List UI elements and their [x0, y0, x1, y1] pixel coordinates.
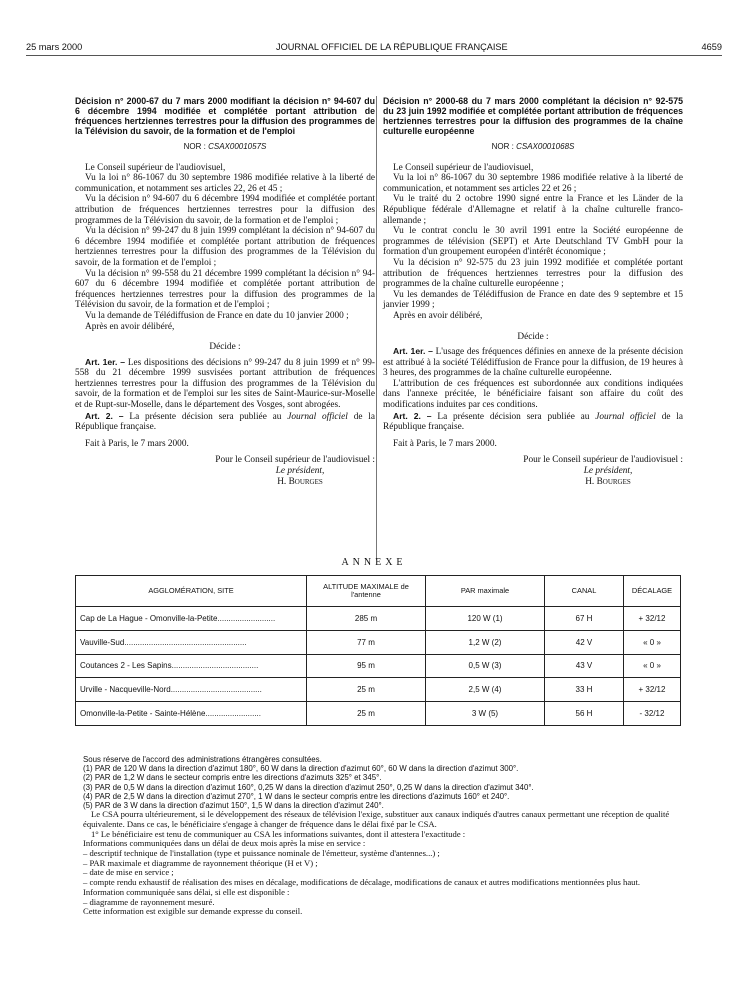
item-1: 1° Le bénéficiaire est tenu de communiquer au CSA les informations suivantes, dont il attestera l'exactitude :	[91, 828, 466, 839]
table-header-row	[76, 576, 681, 607]
left-decision	[75, 96, 375, 487]
right-nor: NOR : CSAX0001068S	[491, 142, 575, 151]
cell-decalage: + 32/12	[624, 678, 681, 702]
cell-altitude: 77 m	[307, 630, 426, 654]
left-signature-name: H. Bourges	[277, 476, 323, 487]
left-para: Vu la décision n° 94-607 du 6 décembre 1994 modifiée et complétée portant attribution de fréquences hertziennes terrestres pour la diffusion des programmes de la Télévision du savoir, de la formation et de l'emploi ;	[75, 194, 375, 226]
info-list-item: – date de mise en service ;	[83, 867, 174, 878]
right-article-1-cont: L'attribution de ces fréquences est subordonnée aux conditions indiquées dans l'annexe précitée, le bénéficiaire faisant son affaire du coût des modifications induites par ces conditions.	[383, 378, 683, 411]
header-date: 25 mars 2000	[26, 42, 83, 52]
cell-decalage: + 32/12	[624, 607, 681, 631]
col-header-altitude: ALTITUDE MAXIMALE de l'antenne	[307, 576, 426, 607]
left-para: Après en avoir délibéré,	[85, 321, 175, 332]
csa-paragraph: Le CSA pourra ultérieurement, si le développement des réseaux de télévision l'exige, substituer aux canaux indiqués d'autres canaux permettant une réception de qualité équivalente. Dans ce cas, le bénéficiaire s'engage à changer de fréquence dans le délai fixé par le CSA.	[83, 809, 670, 829]
cell-canal: 43 V	[545, 654, 624, 678]
right-para: Vu le traité du 2 octobre 1990 signé entre la France et les Länder de la République fédérale d'Allemagne et relatif à la chaîne culturelle franco-allemande ;	[383, 194, 683, 226]
right-para: Le Conseil supérieur de l'audiovisuel,	[393, 162, 534, 173]
page-header	[26, 42, 722, 56]
right-para: Vu la loi n° 86-1067 du 30 septembre 1986 modifiée relative à la liberté de communication, et notamment ses articles 22 et 26 ;	[383, 173, 683, 194]
right-article-2: Art. 2. – La présente décision sera publiée au Journal officiel de la République française.	[383, 410, 684, 433]
frequency-table	[75, 575, 681, 726]
left-decide: Décide :	[209, 342, 241, 353]
right-para: Vu le contrat conclu le 30 avril 1991 entre la Société européenne de programmes de télévision (SEPT) et Arte Deutschland TV GmbH pour la formation d'un groupement européen d'intérêt économique ;	[383, 226, 683, 258]
footnote: (1) PAR de 120 W dans la direction d'azimut 180°, 60 W dans la direction d'azimut 60°, 60 W dans la direction d'azimut 300°.	[83, 764, 519, 774]
cell-par: 0,5 W (3)	[426, 654, 545, 678]
cell-canal: 67 H	[545, 607, 624, 631]
right-decision	[383, 96, 683, 487]
footnote: (4) PAR de 2,5 W dans la direction d'azimut 270°, 1 W dans le secteur compris entre les directions d'azimuts 160° et 240°.	[83, 791, 510, 801]
cell-par: 1,2 W (2)	[426, 630, 545, 654]
right-article-1: Art. 1er. – L'usage des fréquences définies en annexe de la présente décision est attribué à la société Télédiffusion de France pour la diffusion, de 19 heures à 3 heures, des programmes de la chaîne culturelle européenne.	[383, 346, 684, 379]
right-para: Vu les demandes de Télédiffusion de France en date des 9 septembre et 15 janvier 1999 ;	[383, 289, 683, 311]
table-row	[76, 654, 681, 678]
reserve-note: Sous réserve de l'accord des administrations étrangères consultées.	[83, 755, 322, 764]
left-para: Vu la demande de Télédiffusion de France en date du 10 janvier 2000 ;	[85, 310, 349, 321]
annexe-notes	[83, 755, 681, 917]
info-list-item: – PAR maximale et diagramme de rayonnement théorique (H et V) ;	[83, 857, 318, 868]
cell-altitude: 25 m	[307, 678, 426, 702]
annexe-title: ANNEXE	[341, 557, 407, 568]
left-para: Le Conseil supérieur de l'audiovisuel,	[85, 162, 226, 173]
cell-altitude: 95 m	[307, 654, 426, 678]
column-divider	[376, 96, 377, 560]
info2-list-item: – diagramme de rayonnement mesuré.	[83, 896, 215, 907]
right-para: Après en avoir délibéré,	[393, 310, 483, 321]
left-decision-title: Décision n° 2000-67 du 7 mars 2000 modifiant la décision n° 94-607 du 6 décembre 1994 modifiée et complétée portant attribution de fréquences hertziennes terrestres pour la diffusion des programmes de la Télévision du savoir, de la formation et de l'emploi	[75, 96, 375, 136]
cell-site: Vauville-Sud.......................................................	[76, 630, 307, 654]
cell-canal: 42 V	[545, 630, 624, 654]
right-para: Vu la décision n° 92-575 du 23 juin 1992 modifiée et complétée portant attribution de fréquences hertziennes terrestres pour la diffusion des programmes de la chaîne culturelle européenne ;	[383, 257, 683, 290]
table-row	[76, 630, 681, 654]
table-row	[76, 678, 681, 702]
header-journal: JOURNAL OFFICIEL DE LA RÉPUBLIQUE FRANÇAISE	[276, 42, 508, 52]
cell-par: 120 W (1)	[426, 607, 545, 631]
left-article-1: Art. 1er. – Les dispositions des décisions n° 99-247 du 8 juin 1999 et n° 99-558 du 21 décembre 1999 susvisées portant attribution de fréquences hertziennes terrestres pour la diffusion des programmes de la Télévision du savoir, de la formation et de l'emploi sur les sites de Saint-Maurice-sur-Moselle et de Rupt-sur-Moselle, dans le département des Vosges, sont abrogées.	[75, 356, 376, 411]
info-list-item: – descriptif technique de l'installation (type et puissance nominale de l'émetteur, système d'antennes...) ;	[83, 848, 440, 859]
right-fait: Fait à Paris, le 7 mars 2000.	[393, 438, 497, 449]
cell-site: Coutances 2 - Les Sapins.......................................	[76, 654, 307, 678]
col-header-par: PAR maximale	[426, 576, 545, 607]
footnote: (2) PAR de 1,2 W dans le secteur compris entre les directions d'azimuts 325° et 345°.	[83, 773, 382, 783]
info-list-item: – compte rendu exhaustif de réalisation des mises en décalage, modifications de décalage, modifications de canaux et autres modifications mentionnées plus haut.	[83, 877, 640, 888]
right-decide: Décide :	[517, 331, 549, 342]
cell-decalage: - 32/12	[624, 702, 681, 726]
left-para: Vu la loi n° 86-1067 du 30 septembre 1986 modifiée relative à la liberté de communication, et notamment ses articles 22, 26 et 45 ;	[75, 173, 375, 194]
right-signature-name: H. Bourges	[585, 476, 631, 487]
cell-site: Omonville-la-Petite - Sainte-Hélène.........................	[76, 702, 307, 726]
left-signature-line: Pour le Conseil supérieur de l'audiovisuel :	[215, 455, 375, 466]
right-signature-role: Le président,	[583, 466, 633, 477]
right-decision-title: Décision n° 2000-68 du 7 mars 2000 complétant la décision n° 92-575 du 23 juin 1992 modifiée et complétée portant attribution de fréquences hertziennes terrestres pour la diffusion des programmes de la chaîne culturelle européenne	[383, 96, 683, 136]
left-para: Vu la décision n° 99-247 du 8 juin 1999 complétant la décision n° 94-607 du 6 décembre 1994 modifiée et complétée portant attribution de fréquences hertziennes terrestres pour la diffusion des programmes de la Télévision du savoir, de la formation et de l'emploi ;	[75, 226, 375, 268]
cell-canal: 33 H	[545, 678, 624, 702]
table-row	[76, 607, 681, 631]
cell-decalage: « 0 »	[624, 654, 681, 678]
final-note: Cette information est exigible sur demande expresse du conseil.	[83, 906, 303, 917]
cell-decalage: « 0 »	[624, 630, 681, 654]
cell-site: Cap de La Hague - Omonville-la-Petite..........................	[76, 607, 307, 631]
cell-canal: 56 H	[545, 702, 624, 726]
cell-site: Urville - Nacqueville-Nord.........................................	[76, 678, 307, 702]
cell-par: 2,5 W (4)	[426, 678, 545, 702]
table-row	[76, 702, 681, 726]
right-signature-line: Pour le Conseil supérieur de l'audiovisuel :	[523, 455, 683, 466]
col-header-canal: CANAL	[545, 576, 624, 607]
left-fait: Fait à Paris, le 7 mars 2000.	[85, 438, 189, 449]
left-article-2: Art. 2. – La présente décision sera publiée au Journal officiel de la République française.	[75, 410, 376, 433]
cell-altitude: 285 m	[307, 607, 426, 631]
footnote: (3) PAR de 0,5 W dans la direction d'azimut 160°, 0,25 W dans la direction d'azimut 250°, 0,25 W dans la direction d'azimut 340°.	[83, 782, 534, 792]
header-page-number: 4659	[701, 42, 722, 52]
left-nor: NOR : CSAX0001057S	[183, 142, 267, 151]
col-header-site: AGGLOMÉRATION, SITE	[76, 576, 307, 607]
left-para: Vu la décision n° 99-558 du 21 décembre 1999 complétant la décision n° 94-607 du 6 décembre 1994 modifiée et complétée portant attribution de fréquences hertziennes terrestres pour la diffusion des programmes de la Télévision du savoir, de la formation et de l'emploi ;	[75, 268, 375, 311]
cell-altitude: 25 m	[307, 702, 426, 726]
left-signature-role: Le président,	[275, 466, 325, 477]
info-title: Informations communiquées dans un délai de deux mois après la mise en service :	[83, 838, 366, 849]
cell-par: 3 W (5)	[426, 702, 545, 726]
info2-title: Information communiquée sans délai, si elle est disponible :	[83, 886, 290, 897]
footnote: (5) PAR de 3 W dans la direction d'azimut 150°, 1,5 W dans la direction d'azimut 240°.	[83, 801, 384, 811]
col-header-decalage: DÉCALAGE	[624, 576, 681, 607]
